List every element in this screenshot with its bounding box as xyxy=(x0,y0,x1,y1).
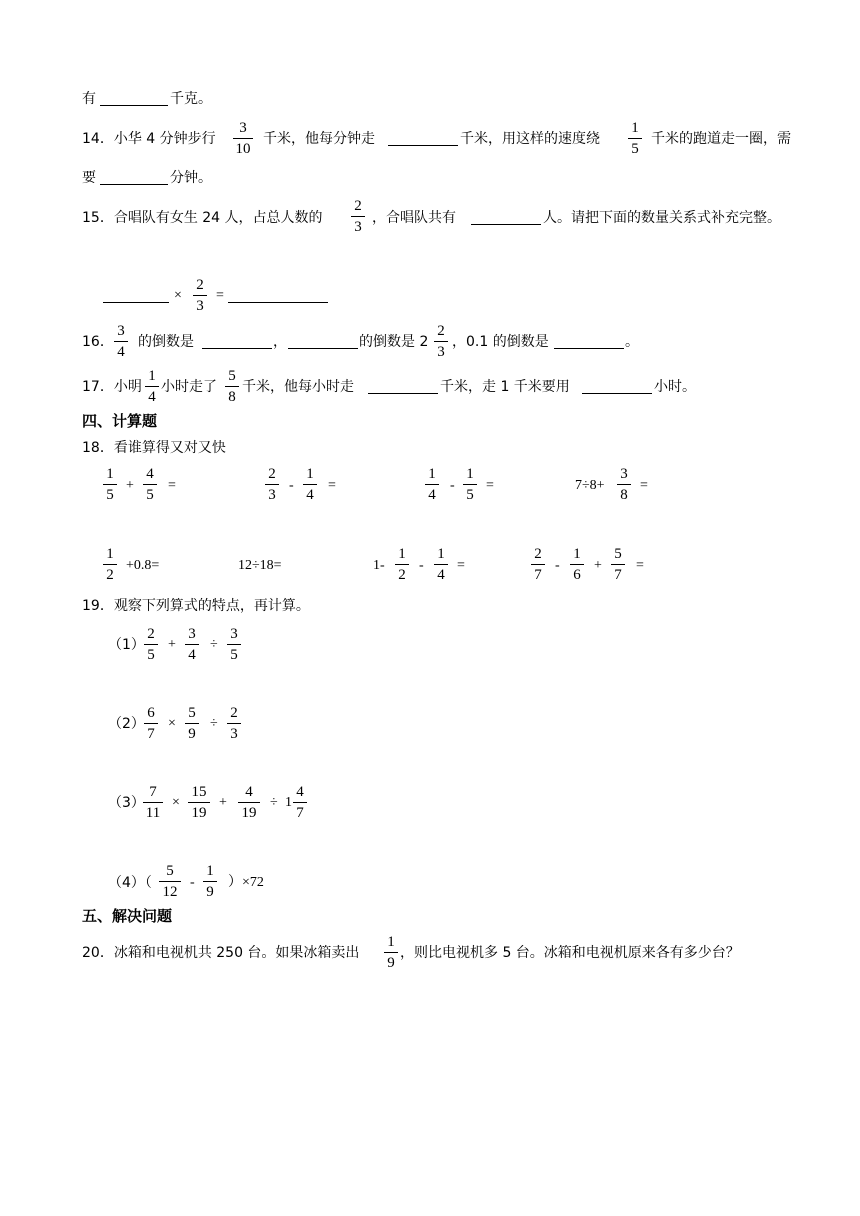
fraction xyxy=(143,783,163,822)
answer-blank[interactable] xyxy=(388,131,458,146)
numerator: 3 xyxy=(188,626,196,642)
fraction xyxy=(144,704,158,743)
denominator: 5 xyxy=(106,487,114,503)
denominator: 9 xyxy=(188,726,196,742)
fraction xyxy=(384,933,398,972)
answer-blank[interactable] xyxy=(288,334,358,349)
answer-blank[interactable] xyxy=(202,334,272,349)
denominator: 5 xyxy=(147,647,155,663)
numerator: 3 xyxy=(117,323,125,339)
fraction xyxy=(617,465,631,504)
answer-blank[interactable] xyxy=(368,379,438,394)
fraction xyxy=(185,704,199,743)
denominator: 12 xyxy=(162,884,178,900)
q14-text-a: 14．小华 4 分钟步行 xyxy=(82,131,216,147)
q14-text-c: 千米，用这样的速度绕 xyxy=(460,131,600,147)
equals-sign: = xyxy=(636,558,644,573)
numerator: 2 xyxy=(230,705,238,721)
section-heading: 五、解决问题 xyxy=(82,907,173,925)
answer-blank[interactable] xyxy=(471,210,541,225)
equals-sign: = xyxy=(216,288,224,303)
fraction xyxy=(144,625,158,664)
numerator: 1 xyxy=(106,546,114,562)
equals-sign: = xyxy=(457,558,465,573)
fraction xyxy=(103,545,117,584)
equals-sign: = xyxy=(328,478,336,493)
times-sign: × xyxy=(172,795,180,810)
denominator: 4 xyxy=(188,647,196,663)
numerator: 1 xyxy=(398,546,406,562)
plus-sign: + xyxy=(219,795,227,810)
numerator: 4 xyxy=(245,784,253,800)
fraction xyxy=(238,783,260,822)
fraction xyxy=(203,862,217,901)
denominator: 4 xyxy=(306,487,314,503)
q15-text-a: 15．合唱队有女生 24 人，占总人数的 xyxy=(82,210,323,226)
q17-text-d: 千米，走 1 千米要用 xyxy=(440,379,570,395)
q17-text-a: 17．小明 xyxy=(82,379,142,395)
fraction xyxy=(159,862,181,901)
minus-sign: - xyxy=(450,478,455,493)
denominator: 3 xyxy=(268,487,276,503)
denominator: 19 xyxy=(191,805,207,821)
denominator: 4 xyxy=(428,487,436,503)
denominator: 5 xyxy=(466,487,474,503)
fraction xyxy=(434,545,448,584)
equals-sign: = xyxy=(168,478,176,493)
minus-sign: - xyxy=(289,478,294,493)
numerator: 3 xyxy=(239,120,247,136)
minus-sign: - xyxy=(419,558,424,573)
denominator: 9 xyxy=(206,884,214,900)
q16-text-d: ，0.1 的倒数是 xyxy=(452,334,549,350)
numerator: 7 xyxy=(149,784,157,800)
denominator: 11 xyxy=(145,805,161,821)
fraction xyxy=(227,625,241,664)
equals-sign: = xyxy=(640,478,648,493)
answer-blank[interactable] xyxy=(228,288,328,303)
fraction xyxy=(103,465,117,504)
denominator: 9 xyxy=(387,955,395,971)
answer-blank[interactable] xyxy=(103,288,169,303)
q19-title: 19．观察下列算式的特点，再计算。 xyxy=(82,598,310,614)
q20-text-a: 20．冰箱和电视机共 250 台。如果冰箱卖出 xyxy=(82,945,360,961)
denominator: 7 xyxy=(296,805,304,821)
part-label: （4）（ xyxy=(108,875,152,891)
denominator: 2 xyxy=(106,567,114,583)
q16-text-a: 的倒数是 xyxy=(138,334,194,350)
numerator: 2 xyxy=(147,626,155,642)
q17-text-c: 千米，他每小时走 xyxy=(242,379,354,395)
times-sign: × xyxy=(174,288,182,303)
numerator: 1 xyxy=(148,368,156,384)
denominator: 4 xyxy=(148,389,156,405)
expression-text: 12÷18= xyxy=(238,558,282,573)
q14-text-f: 分钟。 xyxy=(170,170,212,186)
denominator: 7 xyxy=(147,726,155,742)
plus-sign: + xyxy=(168,637,176,652)
q20-text-b: ，则比电视机多 5 台。冰箱和电视机原来各有多少台？ xyxy=(400,945,740,961)
numerator: 3 xyxy=(620,466,628,482)
equals-sign: = xyxy=(486,478,494,493)
q15-text-c: 人。请把下面的数量关系式补充完整。 xyxy=(543,210,781,226)
numerator: 4 xyxy=(146,466,154,482)
fraction xyxy=(293,783,307,822)
fraction xyxy=(463,465,477,504)
denominator: 5 xyxy=(146,487,154,503)
q16-text-b: ， xyxy=(273,334,287,350)
denominator: 3 xyxy=(196,298,204,314)
q14-text-e: 要 xyxy=(82,170,96,186)
answer-blank[interactable] xyxy=(582,379,652,394)
fraction xyxy=(188,783,210,822)
q15-text-b: ，合唱队共有 xyxy=(372,210,456,226)
fraction xyxy=(628,119,642,158)
fraction xyxy=(395,545,409,584)
denominator: 4 xyxy=(437,567,445,583)
times-sign: × xyxy=(168,716,176,731)
fraction xyxy=(434,322,448,361)
numerator: 5 xyxy=(614,546,622,562)
numerator: 6 xyxy=(147,705,155,721)
expression-text: ）×72 xyxy=(228,875,264,890)
fraction xyxy=(143,465,157,504)
numerator: 4 xyxy=(296,784,304,800)
denominator: 10 xyxy=(235,141,251,157)
denominator: 2 xyxy=(398,567,406,583)
denominator: 3 xyxy=(354,219,362,235)
q16-text-e: 。 xyxy=(625,334,639,350)
denominator: 6 xyxy=(573,567,581,583)
expression-text: +0.8= xyxy=(126,558,160,573)
numerator: 1 xyxy=(306,466,314,482)
numerator: 15 xyxy=(191,784,207,800)
fraction xyxy=(611,545,625,584)
fraction xyxy=(265,465,279,504)
expression-text: 7÷8+ xyxy=(575,478,605,493)
part-label: （3） xyxy=(108,795,145,811)
q16-text-c: 的倒数是 2 xyxy=(359,334,429,350)
q17-text-e: 小时。 xyxy=(654,379,696,395)
q16-num: 16． xyxy=(82,334,114,350)
part-label: （2） xyxy=(108,716,145,732)
expression-text: 1- xyxy=(373,558,385,573)
denominator: 3 xyxy=(230,726,238,742)
q17-text-b: 小时走了 xyxy=(161,379,217,395)
q14-text-b: 千米，他每分钟走 xyxy=(263,131,375,147)
numerator: 2 xyxy=(268,466,276,482)
fraction xyxy=(233,119,253,158)
minus-sign: - xyxy=(555,558,560,573)
answer-blank[interactable] xyxy=(554,334,624,349)
fraction xyxy=(227,704,241,743)
answer-blank[interactable] xyxy=(100,170,168,185)
denominator: 3 xyxy=(437,344,445,360)
minus-sign: - xyxy=(190,875,195,890)
denominator: 8 xyxy=(620,487,628,503)
q13-tail-post: 千克。 xyxy=(170,91,212,107)
numerator: 2 xyxy=(354,198,362,214)
plus-sign: + xyxy=(126,478,134,493)
q18-title: 18．看谁算得又对又快 xyxy=(82,440,226,456)
fraction xyxy=(531,545,545,584)
fraction xyxy=(185,625,199,664)
numerator: 1 xyxy=(573,546,581,562)
denominator: 4 xyxy=(117,344,125,360)
fraction xyxy=(193,276,207,315)
answer-blank[interactable] xyxy=(100,91,168,106)
numerator: 1 xyxy=(428,466,436,482)
numerator: 1 xyxy=(631,120,639,136)
numerator: 2 xyxy=(534,546,542,562)
numerator: 2 xyxy=(437,323,445,339)
numerator: 2 xyxy=(196,277,204,293)
fraction xyxy=(303,465,317,504)
fraction xyxy=(570,545,584,584)
denominator: 19 xyxy=(241,805,257,821)
denominator: 5 xyxy=(631,141,639,157)
numerator: 5 xyxy=(166,863,174,879)
fraction xyxy=(145,367,159,406)
denominator: 5 xyxy=(230,647,238,663)
denominator: 8 xyxy=(228,389,236,405)
divide-sign: ÷ xyxy=(270,795,278,810)
denominator: 7 xyxy=(534,567,542,583)
numerator: 1 xyxy=(437,546,445,562)
q13-tail-pre: 有 xyxy=(82,91,96,107)
divide-sign: ÷ xyxy=(210,716,218,731)
whole-number: 1 xyxy=(285,795,292,810)
q14-text-d: 千米的跑道走一圈，需 xyxy=(651,131,791,147)
numerator: 3 xyxy=(230,626,238,642)
fraction xyxy=(225,367,239,406)
fraction xyxy=(425,465,439,504)
numerator: 1 xyxy=(466,466,474,482)
fraction xyxy=(351,197,365,236)
denominator: 7 xyxy=(614,567,622,583)
numerator: 1 xyxy=(206,863,214,879)
numerator: 5 xyxy=(228,368,236,384)
numerator: 1 xyxy=(387,934,395,950)
numerator: 1 xyxy=(106,466,114,482)
part-label: （1） xyxy=(108,637,145,653)
numerator: 5 xyxy=(188,705,196,721)
divide-sign: ÷ xyxy=(210,637,218,652)
plus-sign: + xyxy=(594,558,602,573)
fraction xyxy=(114,322,128,361)
section-heading: 四、计算题 xyxy=(82,412,158,430)
